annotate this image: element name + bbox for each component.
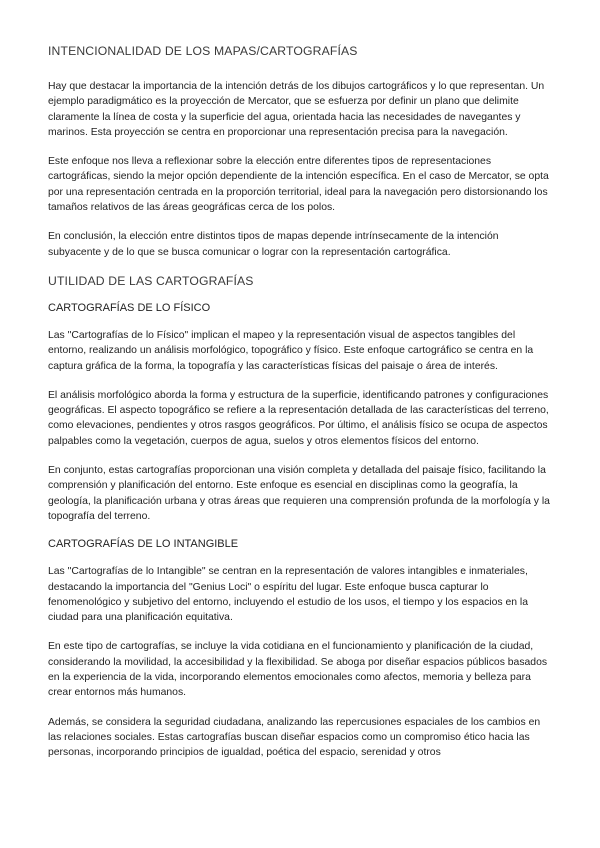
paragraph: En este tipo de cartografías, se incluye la vida cotidiana en el funcionamiento y planificación de la ciudad, considerando la movilidad, la accesibilidad y la flexibilidad. Se aboga por diseñar espacios públicos basados en la experiencia de la vida, incorporando elementos emocionales como afectos, memoria y belleza para crear entornos más humanos. xyxy=(48,641,548,699)
paragraph: Hay que destacar la importancia de la intención detrás de los dibujos cartográficos y lo que representan. Un ejemplo paradigmático es la proyección de Mercator, que se esfuerza por definir un plano que delimite claramente la línea de costa y la superficie del agua, orientada hacia las necesidades de navegantes y marinos. Esta proyección se centra en proporcionar una representación precisa para la navegación. xyxy=(48,81,545,138)
heading-utilidad: UTILIDAD DE LAS CARTOGRAFÍAS xyxy=(48,273,254,288)
paragraph: Las "Cartografías de lo Intangible" se centran en la representación de valores intangibles e inmateriales, destacando la importancia del "Genius Loci" o espíritu del lugar. Este enfoque busca capturar lo fenomenológico y subjetivo del entorno, incluyendo el estudio de los usos, el tiempo y los espacios en la ciudad para una planificación equitativa. xyxy=(48,566,528,624)
paragraph: El análisis morfológico aborda la forma y estructura de la superficie, identificando patrones y configuraciones geográficas. El aspecto topográfico se refiere a la representación detallada de las características del terreno, como elevaciones, pendientes y otros rasgos geográficos. Por último, el análisis físico se ocupa de aspectos palpables como la vegetación, cuerpos de agua, suelos y otros elementos físicos del entorno. xyxy=(48,389,549,447)
paragraph: Las "Cartografías de lo Físico" implican el mapeo y la representación visual de aspectos tangibles del entorno, realizando un análisis morfológico, topográfico y físico. Este enfoque cartográfico se centra en la captura gráfica de la forma, la topografía y las características físicas del paisaje o área de interés. xyxy=(48,329,534,372)
subheading-intangible: CARTOGRAFÍAS DE LO INTANGIBLE xyxy=(48,538,239,551)
paragraph: En conjunto, estas cartografías proporcionan una visión completa y detallada del paisaje físico, facilitando la comprensión y planificación del entorno. Este enfoque es esencial en disciplinas como la geografía, la geología, la planificación urbana y otras áreas que requieren una comprensión profunda de la morfología y la topografía del terreno. xyxy=(48,465,550,522)
paragraph: En conclusión, la elección entre distintos tipos de mapas depende intrínsecamente de la intención subyacente y de lo que se busca comunicar o lograr con la representación cartográfica. xyxy=(48,231,499,258)
paragraph: Este enfoque nos lleva a reflexionar sobre la elección entre diferentes tipos de representaciones cartográficas, siendo la mejor opción dependiente de la intención específica. En el caso de Mercator, se opta por una representación centrada en la proporción territorial, ideal para la navegación pero distorsionando los tamaños relativos de las áreas geográficas cerca de los polos. xyxy=(48,156,549,214)
paragraph: Además, se considera la seguridad ciudadana, analizando las repercusiones espaciales de los cambios en las relaciones sociales. Estas cartografías buscan diseñar espacios como un compromiso ético hacia las personas, incorporando principios de igualdad, poética del espacio, serenidad y otros xyxy=(48,716,541,759)
subheading-fisico: CARTOGRAFÍAS DE LO FÍSICO xyxy=(48,301,211,314)
heading-intencionalidad: INTENCIONALIDAD DE LOS MAPAS/CARTOGRAFÍAS xyxy=(48,44,358,58)
